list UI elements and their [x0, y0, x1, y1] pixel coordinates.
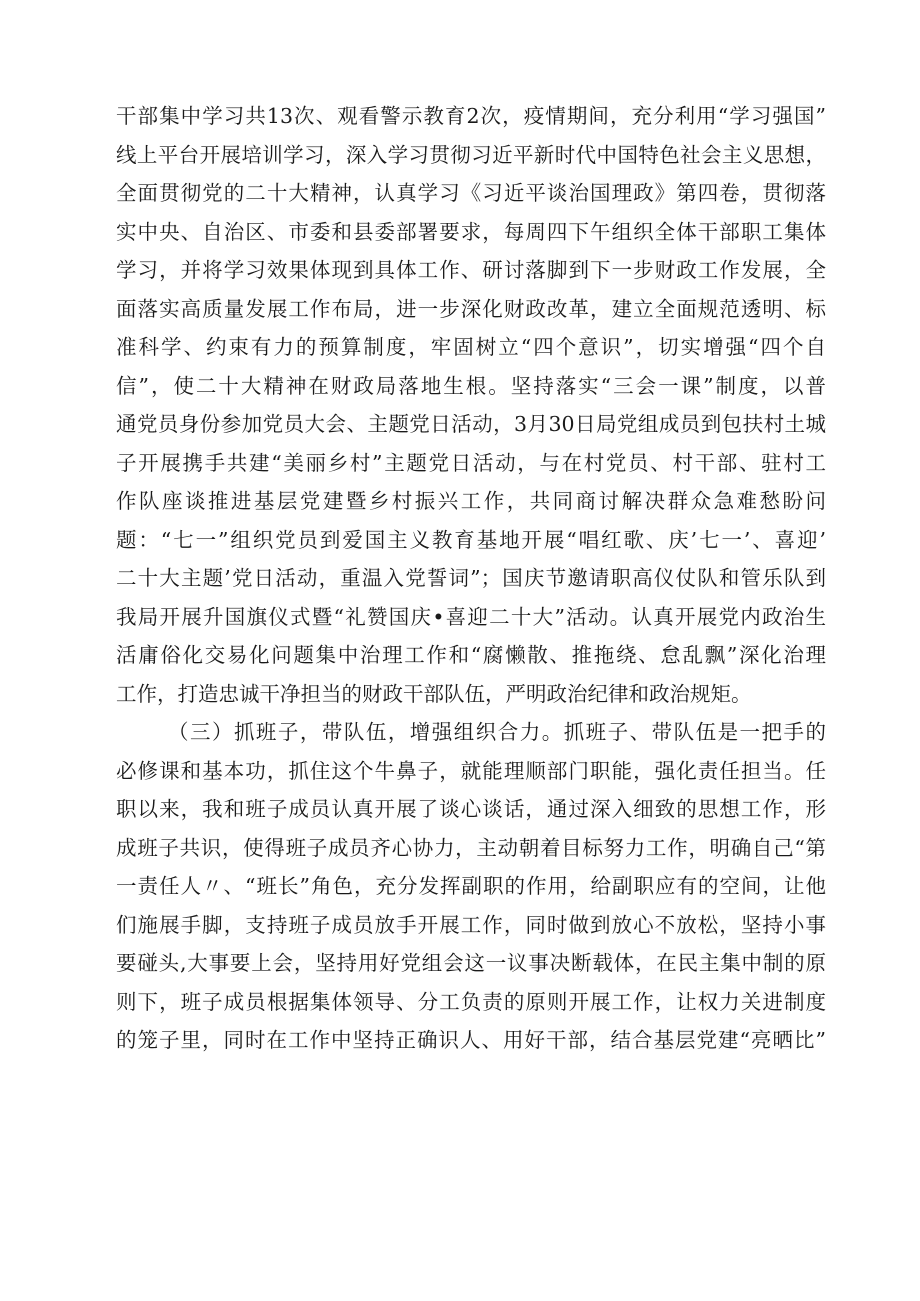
text-line: 题：“七一”组织党员到爱国主义教育基地开展“唱红歌、庆’七一’、喜迎’: [116, 527, 826, 552]
text-line: 成班子共识，使得班子成员齐心协力，主动朝着目标努力工作，明确自己“第: [116, 835, 826, 860]
text-line: 工作，打造忠诚干净担当的财政干部队伍，严明政治纪律和政治规矩。: [116, 681, 752, 706]
paragraph-1: [116, 97, 826, 713]
text-line: 线上平台开展培训学习，深入学习贯彻习近平新时代中国特色社会主义思想，: [116, 142, 826, 167]
text-line: 作队座谈推进基层党建暨乡村振兴工作，共同商讨解决群众急难愁盼问: [116, 489, 826, 513]
paragraph-2: [116, 713, 826, 1060]
text-line: 的笼子里，同时在工作中坚持正确识人、用好干部，结合基层党建“亮晒比”: [116, 1028, 826, 1052]
text-line: 学习，并将学习效果体现到具体工作、研讨落脚到下一步财政工作发展，全: [116, 258, 826, 282]
text-line: 们施展手脚，支持班子成员放手开展工作，同时做到放心不放松，坚持小事: [116, 912, 826, 937]
text-line: 要碰头,大事要上会，坚持用好党组会这一议事决断载体，在民主集中制的原: [116, 951, 826, 975]
text-line: 全面贯彻党的二十大精神，认真学习《习近平谈治国理政》第四卷，贯彻落: [116, 181, 826, 205]
text-line: 通党员身份参加党员大会、主题党日活动，3月30日局党组成员到包扶村土城: [116, 412, 826, 436]
text-line: 活庸俗化交易化问题集中治理工作和“腐懒散、推拖绕、怠乱飘”深化治理: [116, 643, 826, 667]
document-body: [116, 97, 826, 1060]
text-line: 一责任人〃、“班长”角色，充分发挥副职的作用，给副职应有的空间，让他: [116, 874, 826, 898]
text-line: 二十大主题’党日活动，重温入党誓词”；国庆节邀请职高仪仗队和管乐队到: [116, 566, 826, 590]
text-line: 实中央、自治区、市委和县委部署要求，每周四下午组织全体干部职工集体: [116, 219, 826, 244]
text-line: 准科学、约束有力的预算制度，牢固树立“四个意识”，切实增强“四个自: [116, 335, 826, 359]
text-line: 职以来，我和班子成员认真开展了谈心谈话，通过深入细致的思想工作，形: [116, 797, 826, 821]
text-line: 子开展携手共建“美丽乡村”主题党日活动，与在村党员、村干部、驻村工: [116, 450, 826, 475]
text-line: 面落实高质量发展工作布局，进一步深化财政改革，建立全面规范透明、标: [116, 296, 826, 321]
text-line: 干部集中学习共13次、观看警示教育2次，疫情期间，充分利用“学习强国”: [116, 104, 826, 128]
text-line: 必修课和基本功，抓住这个牛鼻子，就能理顺部门职能，强化责任担当。任: [116, 758, 826, 783]
text-line: （三）抓班子，带队伍，增强组织合力。抓班子、带队伍是一把手的: [168, 720, 826, 744]
text-line: 信”，使二十大精神在财政局落地生根。坚持落实“三会一课”制度，以普: [116, 373, 826, 398]
text-line: 我局开展升国旗仪式暨“礼赞国庆•喜迎二十大”活动。认真开展党内政治生: [116, 604, 826, 629]
text-line: 则下，班子成员根据集体领导、分工负责的原则开展工作，让权力关进制度: [116, 989, 826, 1014]
